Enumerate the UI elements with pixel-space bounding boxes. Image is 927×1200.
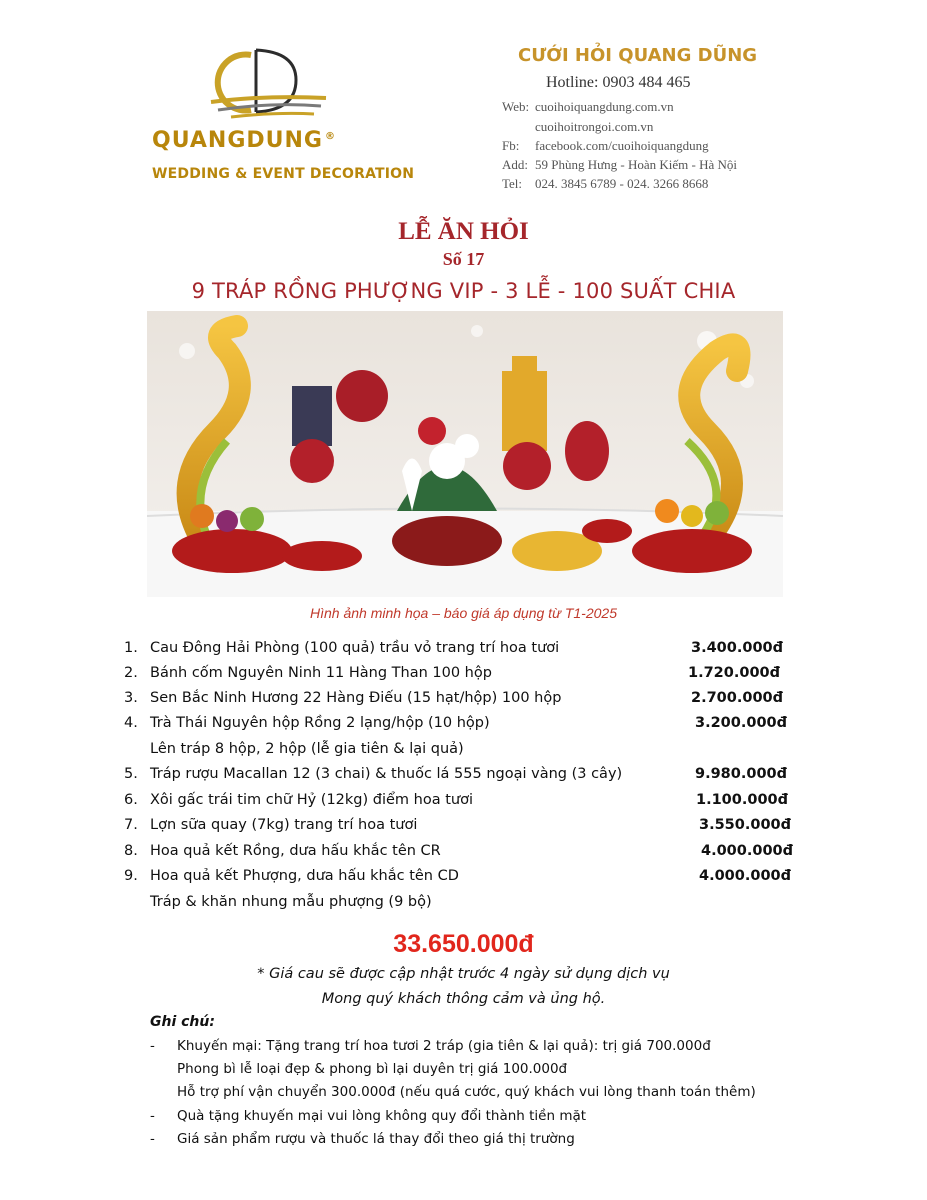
item-price: 2.700.000đ — [691, 690, 784, 706]
item-number: 8. — [124, 843, 138, 859]
item-number: 2. — [124, 665, 138, 681]
price-item-6 — [124, 792, 824, 816]
web-link-2[interactable]: cuoihoitrongoi.com.vn — [535, 119, 654, 134]
item-price: 3.200.000đ — [695, 715, 788, 731]
item-number: 4. — [124, 715, 138, 731]
contact-fb: Fb: facebook.com/cuoihoiquangdung — [502, 138, 709, 153]
item-name: Bánh cốm Nguyên Ninh 11 Hàng Than 100 hộp — [150, 665, 492, 681]
note-promo-envelope: Phong bì lễ loại đẹp & phong bì lại duyên trị giá 100.000đ — [177, 1061, 568, 1077]
item-name: Hoa quả kết Phượng, dưa hấu khắc tên CD — [150, 868, 459, 884]
package-title: 9 TRÁP RỒNG PHƯỢNG VIP - 3 LỄ - 100 SUẤT CHIA — [191, 279, 736, 303]
item-9-detail: Tráp & khăn nhung mẫu phượng (9 bộ) — [150, 894, 432, 910]
price-item-8 — [124, 843, 824, 867]
web-link-1[interactable]: cuoihoiquangdung.com.vn — [535, 99, 674, 114]
price-item-5 — [124, 766, 824, 790]
thank-you-note: Mong quý khách thông cảm và ủng hộ. — [321, 991, 606, 1007]
item-number: 1. — [124, 640, 138, 656]
item-number: 3. — [124, 690, 138, 706]
price-item-7 — [124, 817, 824, 841]
item-name: Xôi gấc trái tim chữ Hỷ (12kg) điểm hoa tươi — [150, 792, 473, 808]
price-item-1 — [124, 640, 824, 664]
item-number: 5. — [124, 766, 138, 782]
price-item-3 — [124, 690, 824, 714]
price-item-2 — [124, 665, 824, 689]
notes-heading: Ghi chú: — [150, 1014, 215, 1030]
price-update-note: * Giá cau sẽ được cập nhật trước 4 ngày sử dụng dịch vụ — [257, 966, 670, 982]
note-gift: - Quà tặng khuyến mại vui lòng không quy đổi thành tiền mặt — [150, 1108, 587, 1124]
contact-address: Add: 59 Phùng Hưng - Hoàn Kiếm - Hà Nội — [502, 157, 738, 172]
item-number: 6. — [124, 792, 138, 808]
contact-web: Web: cuoihoiquangdung.com.vn — [502, 99, 674, 114]
brand-name: QUANGDUNG ® — [152, 128, 336, 153]
note-price-change: - Giá sản phẩm rượu và thuốc lá thay đổi theo giá thị trường — [150, 1131, 575, 1147]
contact-tel: Tel: 024. 3845 6789 - 024. 3266 8668 — [502, 176, 709, 191]
photo-caption: Hình ảnh minh họa – báo giá áp dụng từ T1-2025 — [310, 605, 617, 621]
item-price: 4.000.000đ — [699, 868, 792, 884]
item-price: 4.000.000đ — [701, 843, 794, 859]
item-name: Sen Bắc Ninh Hương 22 Hàng Điếu (15 hạt/hộp) 100 hộp — [150, 690, 562, 706]
item-number: 9. — [124, 868, 138, 884]
item-name: Tráp rượu Macallan 12 (3 chai) & thuốc lá 555 ngoại vàng (3 cây) — [150, 766, 623, 782]
item-price: 3.550.000đ — [699, 817, 792, 833]
note-promo-shipping: Hỗ trợ phí vận chuyển 300.000đ (nếu quá cước, quý khách vui lòng thanh toán thêm) — [177, 1084, 756, 1100]
price-item-4 — [124, 715, 824, 739]
page-title: LỄ ĂN HỎI — [398, 218, 529, 245]
item-price: 1.100.000đ — [696, 792, 789, 808]
item-name: Lợn sữa quay (7kg) trang trí hoa tươi — [150, 817, 418, 833]
item-number: 7. — [124, 817, 138, 833]
hotline: Hotline: 0903 484 465 — [546, 74, 691, 91]
item-name: Hoa quả kết Rồng, dưa hấu khắc tên CR — [150, 843, 441, 859]
item-name: Cau Đông Hải Phòng (100 quả) trầu vỏ trang trí hoa tươi — [150, 640, 560, 656]
item-price: 1.720.000đ — [688, 665, 781, 681]
package-number: Số 17 — [442, 249, 485, 269]
brand-tagline: WEDDING & EVENT DECORATION — [152, 166, 415, 182]
item-4-detail: Lên tráp 8 hộp, 2 hộp (lễ gia tiên & lại quả) — [150, 741, 464, 757]
price-item-9 — [124, 868, 824, 892]
company-name: CƯỚI HỎI QUANG DŨNG — [518, 45, 758, 66]
item-name: Trà Thái Nguyên hộp Rồng 2 lạng/hộp (10 hộp) — [150, 715, 490, 731]
product-photo — [147, 311, 783, 597]
item-price: 3.400.000đ — [691, 640, 784, 656]
note-promo: - Khuyến mại: Tặng trang trí hoa tươi 2 tráp (gia tiên & lại quả): trị giá 700.000đ — [150, 1038, 711, 1054]
total-price: 33.650.000đ — [393, 930, 534, 958]
fb-link[interactable]: facebook.com/cuoihoiquangdung — [535, 138, 709, 153]
brand-logo-mark — [196, 40, 346, 130]
item-price: 9.980.000đ — [695, 766, 788, 782]
